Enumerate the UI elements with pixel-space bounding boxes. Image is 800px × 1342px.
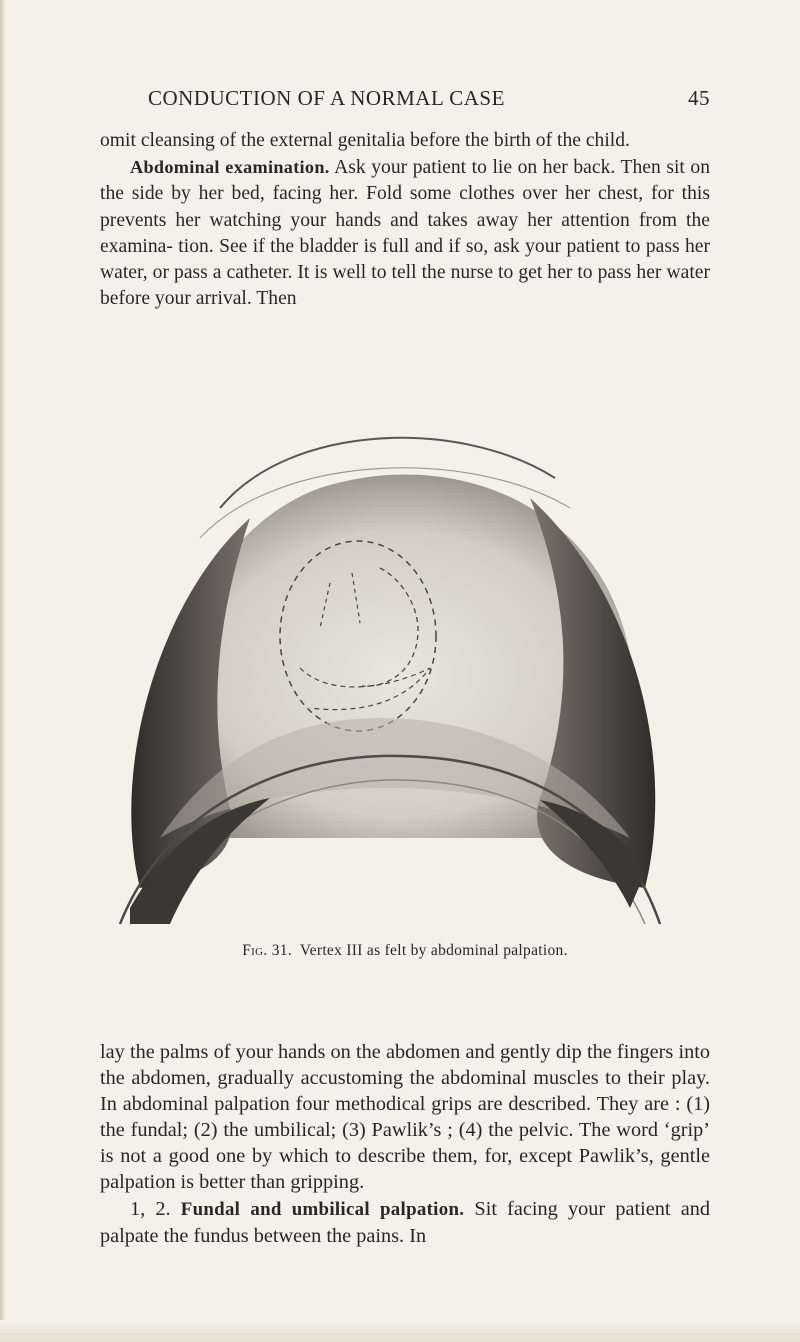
figure-label: Fig. 31. bbox=[242, 942, 292, 959]
paragraph-fundal-palpation bbox=[100, 1196, 710, 1249]
figure-caption bbox=[100, 942, 710, 960]
running-head-title: CONDUCTION OF A NORMAL CASE bbox=[148, 86, 505, 110]
paragraph-abdominal-examination bbox=[100, 154, 710, 312]
paragraph-text: Ask your patient to lie on her back. Then sit on the side by her bed, facing her. Fold some clothes over her chest, for this prevents her watching your hands and takes away her attention from the examina- tion. See if the bladder is full and if so, ask your patient to pass her water, or pass a catheter. It is well to tell the nurse to get her to pass her water before your arrival. Then bbox=[100, 157, 710, 310]
section-heading-fundal-palpation: Fundal and umbilical palpation. bbox=[180, 1198, 465, 1220]
page-bottom-edge bbox=[0, 1320, 800, 1342]
figure-caption-text: Vertex III as felt by abdominal palpation. bbox=[299, 942, 568, 959]
paragraph-text: Sit facing your patient and palpate the fundus between the pains. In bbox=[100, 1197, 710, 1247]
page-edge bbox=[0, 0, 6, 1342]
paragraph-palpation: lay the palms of your hands on the abdomen and gently dip the fingers into the abdomen, gradually accustoming the abdominal muscles to their play. In abdominal palpation four methodical grips are described. They are : (1) the fundal; (2) the umbilical; (3) Pawlik’s ; (4) the pelvic. The word ‘grip’ is not a good one by which to describe them, for, except Pawlik’s, gentle palpation is better than gripping. bbox=[100, 1041, 710, 1194]
section-number: 1, 2. bbox=[130, 1197, 171, 1220]
text-block-bottom bbox=[100, 1039, 710, 1249]
paragraph-continuation: omit cleansing of the external genitalia before the birth of the child. bbox=[100, 130, 630, 151]
figure-illustration bbox=[100, 368, 670, 924]
text-block-top bbox=[100, 128, 710, 312]
page-number: 45 bbox=[688, 86, 710, 110]
section-heading-abdominal-examination: Abdominal examination. bbox=[130, 157, 330, 178]
